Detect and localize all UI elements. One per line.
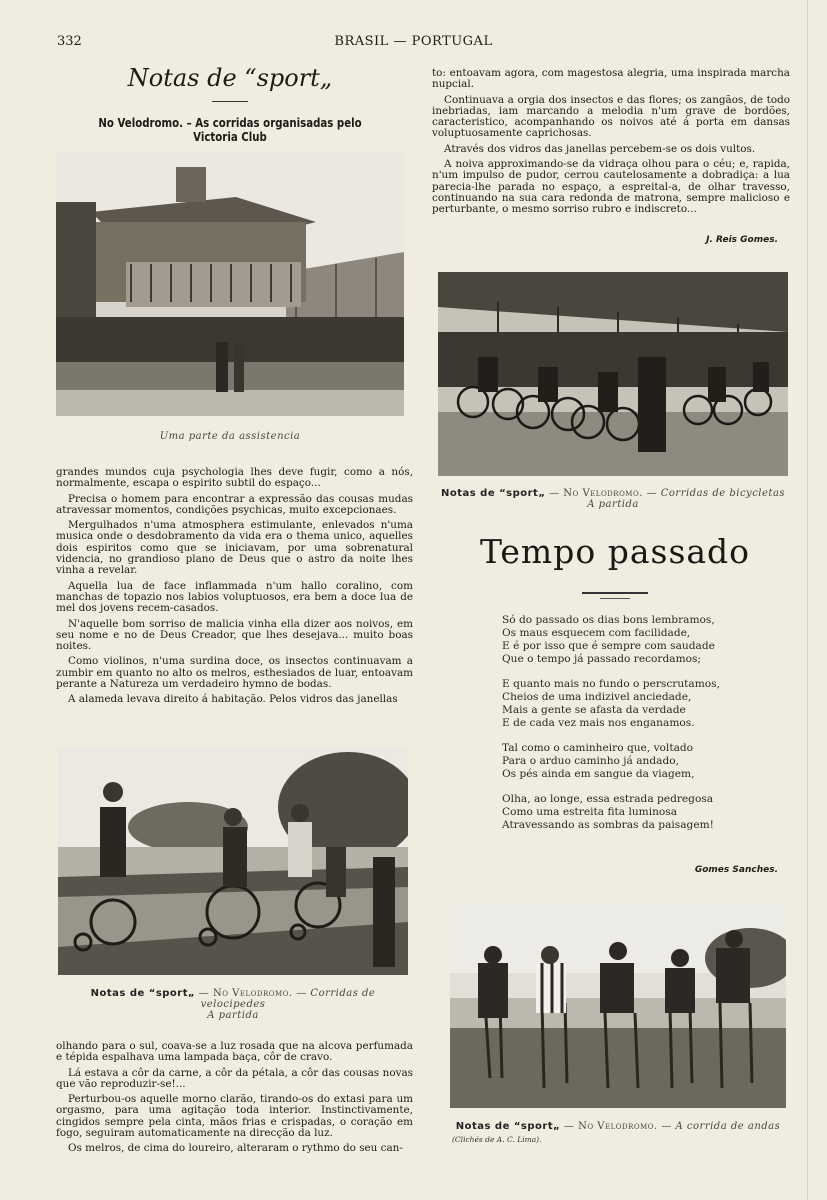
caption-description: Corridas de bicycletas bbox=[660, 488, 786, 499]
page-number: 332 bbox=[57, 34, 82, 49]
caption-dash: — bbox=[292, 988, 311, 999]
col2-text bbox=[432, 68, 790, 220]
paragraph: Lá estava a côr da carne, a côr da pétala, a côr das cousas novas que vão reproduzir-se!... bbox=[56, 1066, 413, 1090]
photo-audience-caption: Uma parte da assistencia bbox=[159, 431, 301, 442]
paragraph: grandes mundos cuja psychologia lhes deve fugir, como a nós, normalmente, escapa o espirito subtil do espaço... bbox=[56, 466, 413, 490]
poem-stanza bbox=[502, 678, 782, 730]
poem-stanza bbox=[502, 742, 782, 781]
photo-credit: (Clichés de A. C. Lima). bbox=[452, 1135, 542, 1144]
paragraph: Aquella lua de face inflammada n'um hallo coralino, com manchas de topazio nos labios voluptuosos, era bem a doce lua de mel dos jovens recem-casados. bbox=[56, 579, 413, 615]
photo-stilts-caption bbox=[450, 1121, 786, 1132]
paragraph: Como violinos, n'uma surdina doce, os insectos continuavam a zumbir em quanto no alto os melros, esthesiados de luar, entoavam perante a Natureza um verdadeiro hymno de bodas. bbox=[56, 655, 413, 691]
caption-venue: No Velodromo. bbox=[212, 988, 293, 999]
poem-title-rule-short bbox=[600, 598, 630, 599]
photo-velocipedes-caption bbox=[58, 988, 408, 1021]
caption-label: Notas de “sport„ bbox=[90, 988, 196, 999]
caption-dash: — bbox=[198, 988, 213, 999]
page-fold-line bbox=[807, 0, 808, 1200]
title-rule bbox=[212, 101, 248, 102]
poem-line: Como uma estreita fita luminosa bbox=[502, 806, 678, 818]
caption-dash: — bbox=[642, 488, 661, 499]
poem-line: E quanto mais no fundo o perscrutamos, bbox=[502, 678, 720, 690]
caption-label: Notas de “sport„ bbox=[455, 1121, 561, 1132]
caption-dash: — bbox=[549, 488, 564, 499]
caption-dash: — bbox=[657, 1121, 676, 1132]
running-head: BRASIL — PORTUGAL bbox=[334, 34, 493, 49]
poem-line: E é por isso que é sempre com saudade bbox=[502, 640, 715, 652]
poem-line: Os maus esquecem com facilidade, bbox=[502, 627, 691, 639]
article-author: J. Reis Gomes. bbox=[706, 235, 778, 245]
paragraph: Os melros, de cima do loureiro, alteraram o rythmo do seu can- bbox=[68, 1142, 403, 1155]
caption-description: Corridas de velocipedes bbox=[200, 988, 376, 1010]
caption-venue: No Velodromo. bbox=[578, 1121, 658, 1132]
caption-dash: — bbox=[563, 1121, 579, 1132]
poem-line: Cheios de uma indizivel anciedade, bbox=[502, 691, 692, 703]
paragraph: A alameda levava direito á habitação. Pelos vidros das janellas bbox=[68, 693, 398, 706]
poem-line: Olha, ao longe, essa estrada pedregosa bbox=[502, 793, 714, 805]
poem-title: Tempo passado bbox=[479, 532, 751, 571]
poem-stanza bbox=[502, 614, 782, 666]
poem-body bbox=[502, 614, 782, 844]
paragraph: N'aquelle bom sorriso de malicia vinha ella dizer aos noivos, em seu nome e no de Deus Creador, que lhes desejava... muito boas noites. bbox=[56, 617, 413, 653]
photo-bicycles bbox=[438, 272, 788, 476]
poem-line: Tal como o caminheiro que, voltado bbox=[502, 742, 694, 754]
paragraph: olhando para o sul, coava-se a luz rosada que na alcova perfumada e tépida espalhava uma lampada baça, côr de cravo. bbox=[56, 1040, 413, 1064]
poem-stanza bbox=[502, 793, 782, 832]
paragraph: A noiva approximando-se da vidraça olhou para o céu; e, rapida, n'um impulso de pudor, cerrou cautelosamente a dobradiça: a lua parecia-lhe parada no espaço, a espreital-a, de olhar travesso, continuando na sua cara redonda de matrona, sempre malicioso e perturbante, o mesmo sorriso rubro e indiscreto... bbox=[432, 158, 790, 216]
paragraph: Mergulhados n'uma atmosphera estimulante, enlevados n'uma musica onde o desdobramento da vida era o thema unico, aquelles dois espiritos como que se iniciavam, por uma sobrenatural videncia, no grandioso plano de Deus que o astro da noite lhes vinha a revelar. bbox=[56, 519, 413, 577]
paragraph: Através dos vidros das janellas percebem-se os dois vultos. bbox=[444, 142, 756, 155]
paragraph: Continuava a orgia dos insectos e das flores; os zangãos, de todo inebriadas, iam marcando a melodia n'um grave de bordões, caracteristico, acompanhando os noivos até á porta em dansas voluptuosamente caprichosas. bbox=[432, 93, 790, 140]
paragraph: Perturbou-os aquelle morno clarão, tirando-os do extasi para um orgasmo, para uma agitação toda interior. Instinctivamente, cingidos sempre pela cinta, mãos frias e crispadas, o coração em fogo, seguiram automaticamente na direcção da luz. bbox=[56, 1093, 413, 1140]
photo-audience bbox=[56, 152, 404, 416]
col1-text-b bbox=[56, 1041, 413, 1159]
poem-line: Que o tempo já passado recordamos; bbox=[502, 653, 702, 665]
photo-velocipedes bbox=[58, 747, 408, 975]
caption-subline: A partida bbox=[587, 499, 639, 510]
photo-bicycles-caption bbox=[438, 488, 788, 510]
poem-line: Mais a gente se afasta da verdade bbox=[502, 704, 686, 716]
poem-line: Para o arduo caminho já andado, bbox=[502, 755, 679, 767]
caption-label: Notas de “sport„ bbox=[440, 488, 546, 499]
col1-text-a bbox=[56, 467, 413, 710]
poem-line: Só do passado os dias bons lembramos, bbox=[502, 614, 715, 626]
poem-author: Gomes Sanches. bbox=[694, 865, 778, 875]
paragraph: to: entoavam agora, com magestosa alegria, uma inspirada marcha nupcial. bbox=[432, 67, 790, 91]
paragraph: Precisa o homem para encontrar a expressão das cousas mudas atravessar momentos, condições psychicas, muito excepcionaes. bbox=[56, 492, 413, 516]
poem-line: E de cada vez mais nos enganamos. bbox=[502, 717, 695, 729]
caption-description: A corrida de andas bbox=[675, 1121, 781, 1132]
poem-line: Atravessando as sombras da paisagem! bbox=[502, 819, 714, 831]
article-subheading: No Velodromo. – As corridas organisadas pelo Victoria Club bbox=[98, 116, 362, 144]
caption-venue: No Velodromo. bbox=[563, 488, 643, 499]
caption-subline: A partida bbox=[207, 1010, 259, 1021]
poem-line: Os pés ainda em sangue da viagem, bbox=[502, 768, 695, 780]
poem-title-rule bbox=[582, 592, 648, 594]
photo-stilts bbox=[450, 903, 786, 1108]
section-title: Notas de “sport„ bbox=[127, 64, 333, 92]
